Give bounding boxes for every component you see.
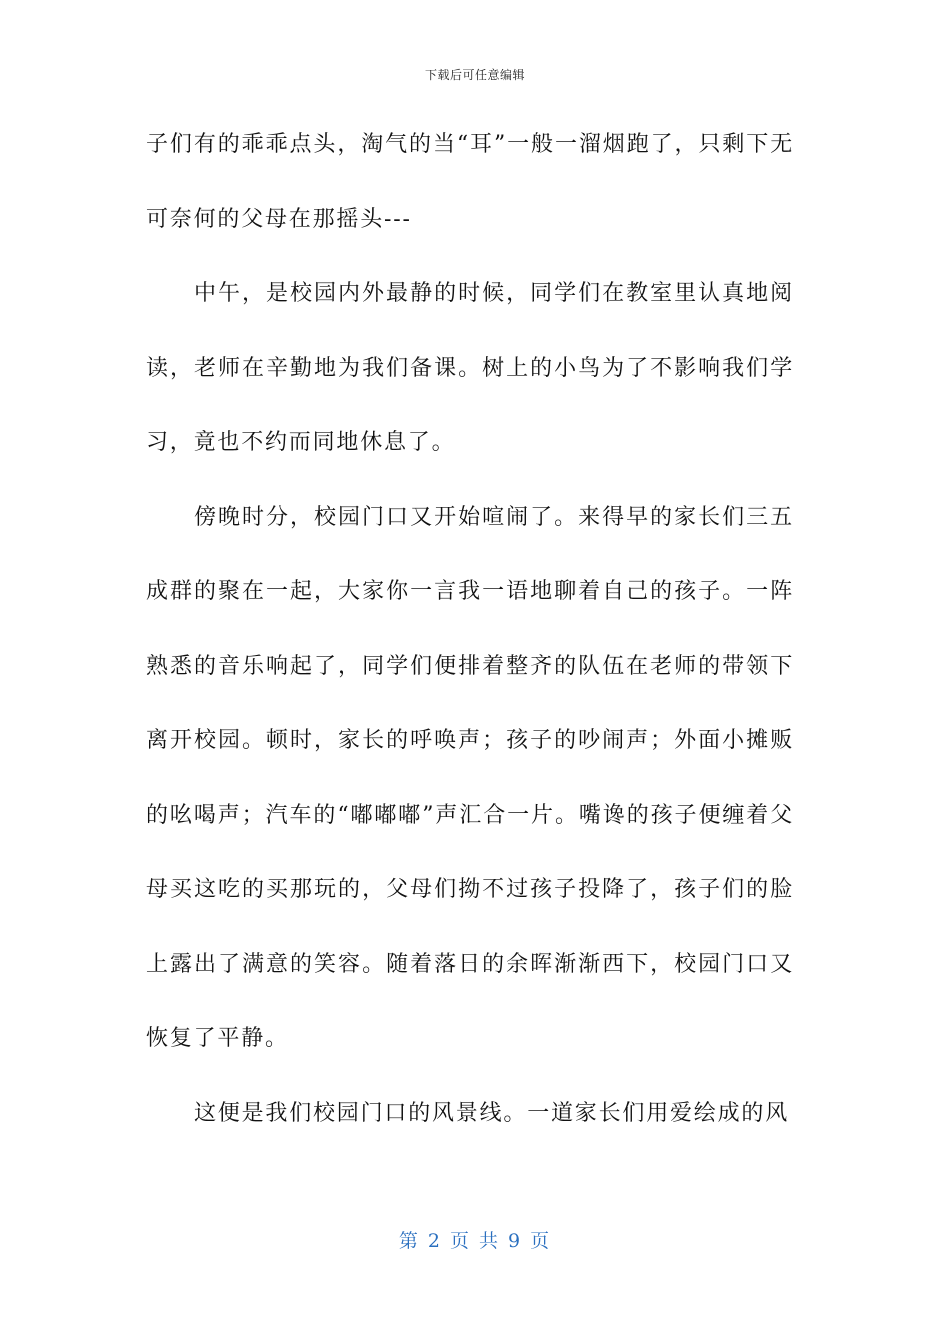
paragraph-1: 子们有的乖乖点头，淘气的当“耳”一般一溜烟跑了，只剩下无可奈何的父母在那摇头--- (146, 132, 794, 232)
paragraph-4: 这便是我们校园门口的风景线。一道家长们用爱绘成的风 (194, 1100, 790, 1126)
page-header: 下载后可任意编辑 (424, 68, 525, 82)
document-body (146, 108, 794, 1151)
page-number-footer: 第 2 页 共 9 页 (398, 1230, 552, 1252)
paragraph-3: 傍晚时分，校园门口又开始喧闹了。来得早的家长们三五成群的聚在一起，大家你一言我一语地聊着自己的孩子。一阵熟悉的音乐响起了，同学们便排着整齐的队伍在老师的带领下离开校园。顿时，家长的呼唤声；孩子的吵闹声；外面小摊贩的吆喝声；汽车的“嘟嘟嘟”声汇合一片。嘴谗的孩子便缠着父母买这吃的买那玩的，父母们拗不过孩子投降了，孩子们的脸上露出了满意的笑容。随着落日的余晖渐渐西下，校园门口又恢复了平静。 (146, 504, 794, 1051)
paragraph-2: 中午，是校园内外最静的时候，同学们在教室里认真地阅读，老师在辛勤地为我们备课。树上的小鸟为了不影响我们学习，竟也不约而同地休息了。 (146, 281, 794, 455)
